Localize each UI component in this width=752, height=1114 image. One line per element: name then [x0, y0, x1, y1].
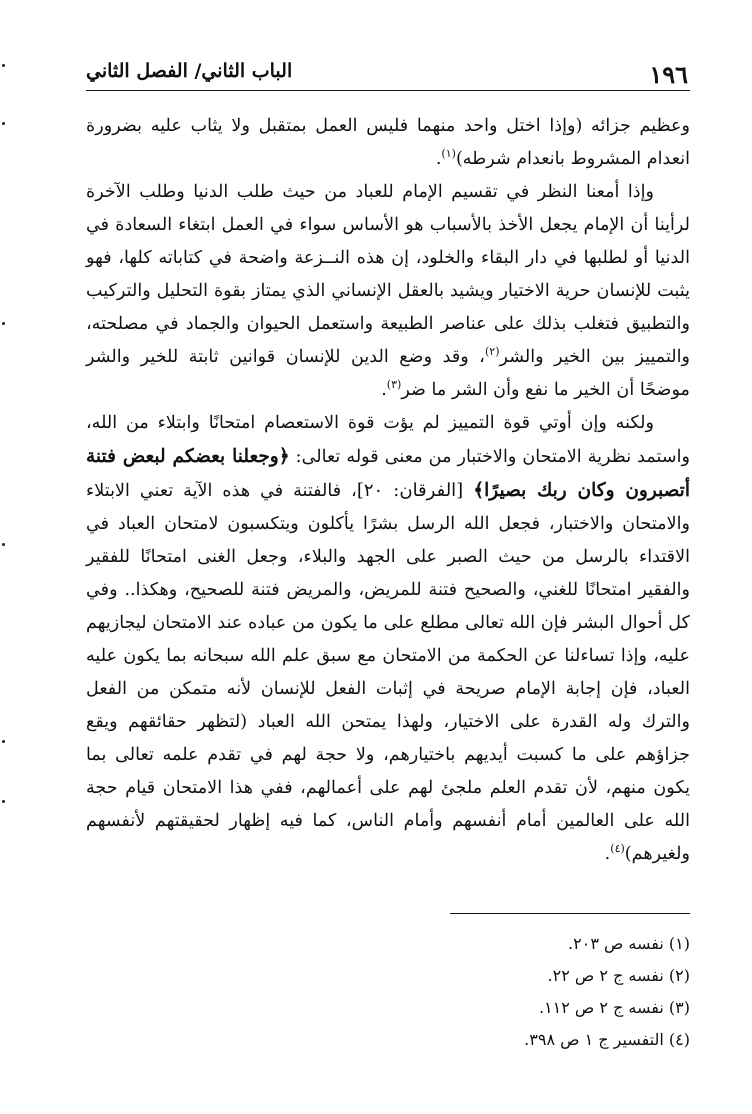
page-number: ١٩٦ [649, 60, 688, 89]
paragraph-3-end: . [604, 844, 611, 864]
header-rule [86, 90, 690, 91]
scan-speck [2, 64, 5, 67]
footnote-1: (١) نفسه ص ٢٠٣. [568, 934, 690, 953]
paragraph-3-text-a: ولكنه وإن أوتي قوة التمييز لم يؤت قوة الاستعصام امتحانًا وابتلاء من الله، واستمد نظرية الامتحان والاختبار من معنى قوله تعالى: [86, 413, 690, 467]
scan-speck [2, 800, 5, 803]
footnote-2: (٢) نفسه ج ٢ ص ٢٢. [547, 966, 690, 985]
paragraph-1-text: وعظيم جزائه (وإذا اختل واحد منهما فليس العمل بمتقبل ولا يثاب عليه بضرورة انعدام المشروط بانعدام شرطه) [86, 116, 690, 169]
paragraph-3-text-b: ، فالفتنة في هذه الآية تعني الابتلاء والامتحان والاختبار، فجعل الله الرسل بشرًا يأكلون ويتكسبون لامتحان العباد في الاقتداء بالرسل من حيث الصبر على الجهد والبلاء، وجعل الغنى امتحانًا للفقير والفقير امتحانًا للغني، والصحيح فتنة للمريض، والمريض فتنة للصحيح، وهكذا.. وفي كل أحوال البشر فإن الله تعالى مطلع على ما يكون من عباده عند الامتحان ليجازيهم عليه، وإذا تساءلنا عن الحكمة من الامتحان مع سبق علم الله سبحانه بما يكون عليه العباد، فإن إجابة الإمام صريحة في إثبات الفعل للإنسان لأنه متمكن من الفعل والترك وله القدرة على الاختيار، ولهذا يمتحن الله العباد (لتظهر حقائقهم ويقع جزاؤهم على ما كسبت أيديهم باختيارهم، ولا حجة لهم في تقدم علمه تعالى بما يكون منهم، لأن تقدم العلم ملجئ لهم على أعمالهم، ففي هذا الامتحان قيام حجة الله على العالمين أمام أنفسهم وأمام الناس، كما فيه إظهار لحقيقتهم لأنفسهم ولغيرهم) [86, 481, 690, 864]
scan-speck [2, 322, 5, 325]
footnote-ref-4[interactable]: (٤) [610, 842, 625, 856]
footnote-rule [450, 913, 690, 914]
paragraph-2 [86, 176, 690, 407]
paragraph-1-end: . [435, 149, 442, 169]
scan-speck [2, 543, 5, 546]
paragraph-1 [86, 110, 690, 176]
footnote-3: (٣) نفسه ج ٢ ص ١١٢. [538, 998, 690, 1017]
paragraph-2-end: . [381, 380, 387, 400]
footnote-ref-1[interactable]: (١) [441, 147, 456, 161]
body-text [86, 110, 690, 871]
quran-verse: ﴿وجعلنا بعضكم لبعض فتنة أتصبرون وكان ربك بصيرًا﴾ [86, 446, 690, 501]
verse-citation: [الفرقان: ٢٠] [356, 480, 474, 501]
page-header [86, 56, 690, 89]
footnote-4: (٤) التفسير ج ١ ص ٣٩٨. [524, 1030, 690, 1049]
paragraph-3 [86, 407, 690, 871]
paragraph-2-text-a: وإذا أمعنا النظر في تقسيم الإمام للعباد من حيث طلب الدنيا وطلب الآخرة لرأينا أن الإمام يجعل الأخذ بالأسباب هو الأساس سواء في العمل ابتغاء السعادة في الدنيا أو لطلبها في دار البقاء والخلود، إن هذه النــزعة واضحة في كتاباته كلها، فهو يثبت للإنسان حرية الاختيار ويشيد بالعقل الإنساني الذي يمتاز بقوة التحليل والتركيب والتطبيق فتغلب بذلك على عناصر الطبيعة واستعمل الحيوان والجماد في مصلحته، والتمييز بين الخير والشر [86, 182, 690, 367]
footnotes [86, 928, 690, 1056]
running-head: الباب الثاني/ الفصل الثاني [86, 60, 293, 82]
footnote-ref-3[interactable]: (٣) [386, 378, 402, 392]
scan-speck [2, 740, 5, 743]
paragraph-2-text-b: ، وقد وضع الدين للإنسان قوانين ثابتة للخير والشر موضحًا أن الخير ما نفع وأن الشر ما ضر [86, 347, 690, 400]
footnote-ref-2[interactable]: (٢) [484, 345, 500, 359]
scan-speck [2, 122, 5, 125]
